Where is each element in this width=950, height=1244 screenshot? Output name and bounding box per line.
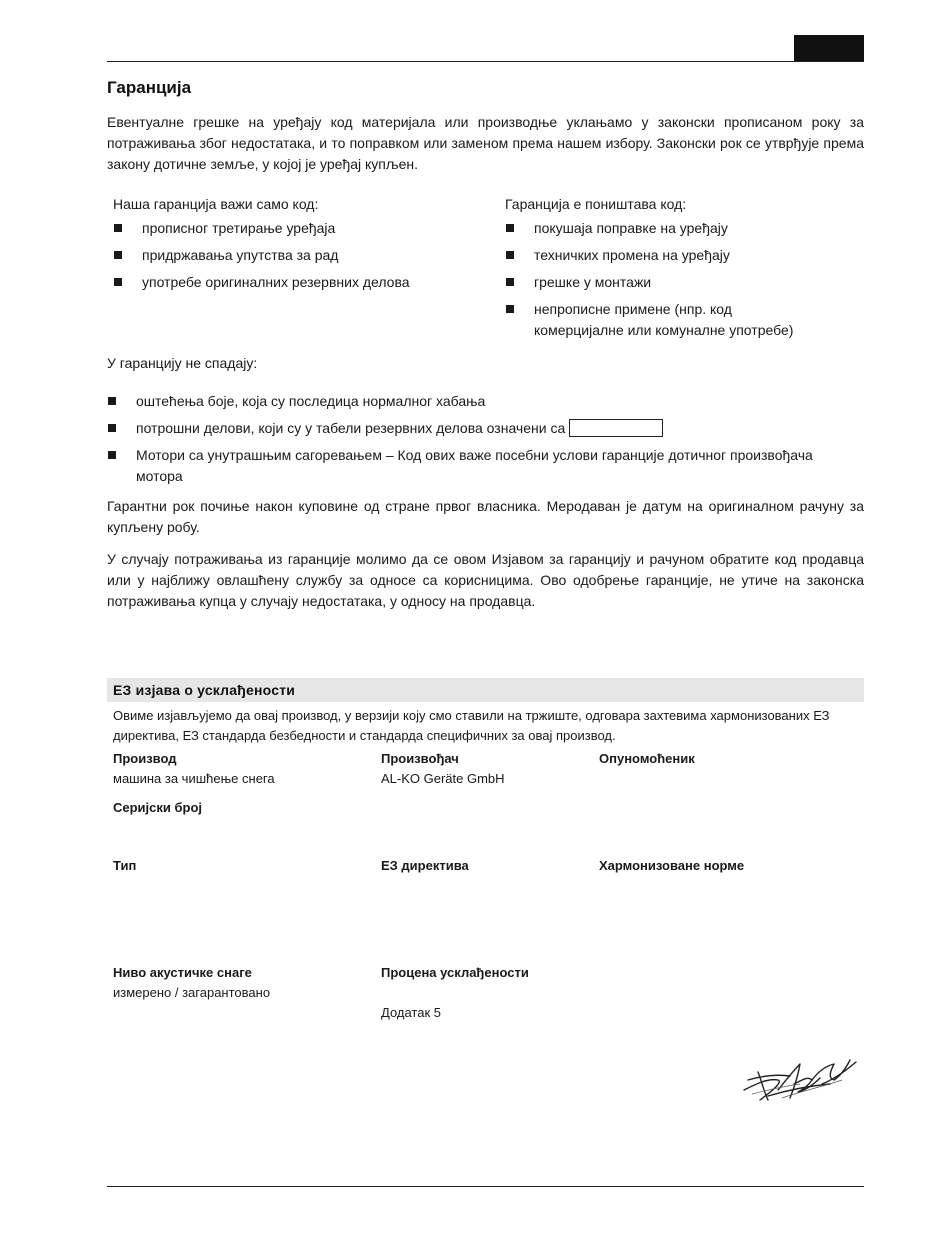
square-bullet-icon	[506, 305, 514, 313]
square-bullet-icon	[114, 224, 122, 232]
list-item: непрописне примене (нпр. код комерцијалне или комуналне употребе)	[505, 299, 805, 341]
conformity-value: Додатак 5	[381, 1005, 441, 1020]
wear-part-marker-box	[569, 419, 663, 437]
sound-level-value: измерено / загарантовано	[113, 985, 271, 1000]
type-label: Тип	[113, 858, 137, 873]
manufacturer-value: AL-KO Geräte GmbH	[381, 771, 505, 786]
square-bullet-icon	[114, 278, 122, 286]
header-rule	[107, 61, 864, 62]
not-covered-list	[107, 391, 864, 493]
list-item: покушаја поправке на уређају	[505, 218, 805, 239]
void-if-list	[505, 218, 805, 341]
page-number-tab	[794, 35, 864, 62]
footer-rule	[107, 1186, 864, 1187]
list-item: Мотори са унутрашњим сагоревањем – Код ових важе посебни услови гаранције дотичног произвођача мотора	[107, 445, 856, 487]
valid-only-list	[113, 218, 493, 293]
void-if-title: Гаранција е поништава код:	[505, 196, 687, 212]
not-covered-title: У гаранцију не спадају:	[107, 355, 258, 371]
void-if-column	[505, 196, 805, 347]
square-bullet-icon	[506, 251, 514, 259]
list-item: придржавања упутства за рад	[113, 245, 493, 266]
directive-label: ЕЗ директива	[381, 858, 469, 873]
product-label: Производ	[113, 751, 177, 766]
product-value: машина за чишћење снега	[113, 771, 275, 786]
warranty-intro: Евентуалне грешке на уређају код материјала или производње уклањамо у законски прописаном року за потраживања због недостатака, и то поправком или заменом према нашем избору. Законски рок се утврђује према закону дотичне земље, у којој је уређај купљен.	[107, 114, 864, 172]
list-item: употребе оригиналних резервних делова	[113, 272, 493, 293]
warranty-title: Гаранција	[107, 78, 192, 97]
warranty-period-text: Гарантни рок почиње након куповине од стране првог власника. Меродаван је датум на оригиналном рачуну за купљену робу.	[107, 498, 864, 535]
square-bullet-icon	[506, 224, 514, 232]
square-bullet-icon	[506, 278, 514, 286]
ez-intro: Овиме изјављујемо да овај производ, у верзији коју смо ставили на тржиште, одговара захтевима хармонизованих ЕЗ директива, ЕЗ стандарда безбедности и стандарда специфичних за овај производ.	[113, 708, 830, 743]
square-bullet-icon	[108, 397, 116, 405]
warranty-claim-text: У случају потраживања из гаранције молимо да се овом Изјавом за гаранцију и рачуном обратите код продавца или у најближу овлашћену службу за односе са корисницима. Ово одобрење гаранције, не утиче на законска потраживања купца у случају недостатака, у односу на продавца.	[107, 551, 864, 609]
list-item: грешке у монтажи	[505, 272, 805, 293]
list-item: техничких промена на уређају	[505, 245, 805, 266]
representative-label: Опуномоћеник	[599, 751, 695, 766]
signature-image	[738, 1050, 862, 1106]
list-item: оштећења боје, која су последица нормалног хабања	[107, 391, 864, 412]
list-item: потрошни делови, који су у табели резервних делова означени са	[107, 418, 864, 439]
square-bullet-icon	[114, 251, 122, 259]
conformity-label: Процена усклађености	[381, 965, 529, 980]
manufacturer-label: Произвођач	[381, 751, 459, 766]
ez-title: ЕЗ изјава о усклађености	[113, 682, 296, 698]
serial-label: Серијски број	[113, 800, 203, 815]
square-bullet-icon	[108, 424, 116, 432]
sound-level-label: Ниво акустичке снаге	[113, 965, 252, 980]
square-bullet-icon	[108, 451, 116, 459]
valid-only-title: Наша гаранција важи само код:	[113, 196, 319, 212]
norms-label: Хармонизоване норме	[599, 858, 745, 873]
valid-only-column	[113, 196, 493, 299]
list-item: прописног третирање уређаја	[113, 218, 493, 239]
